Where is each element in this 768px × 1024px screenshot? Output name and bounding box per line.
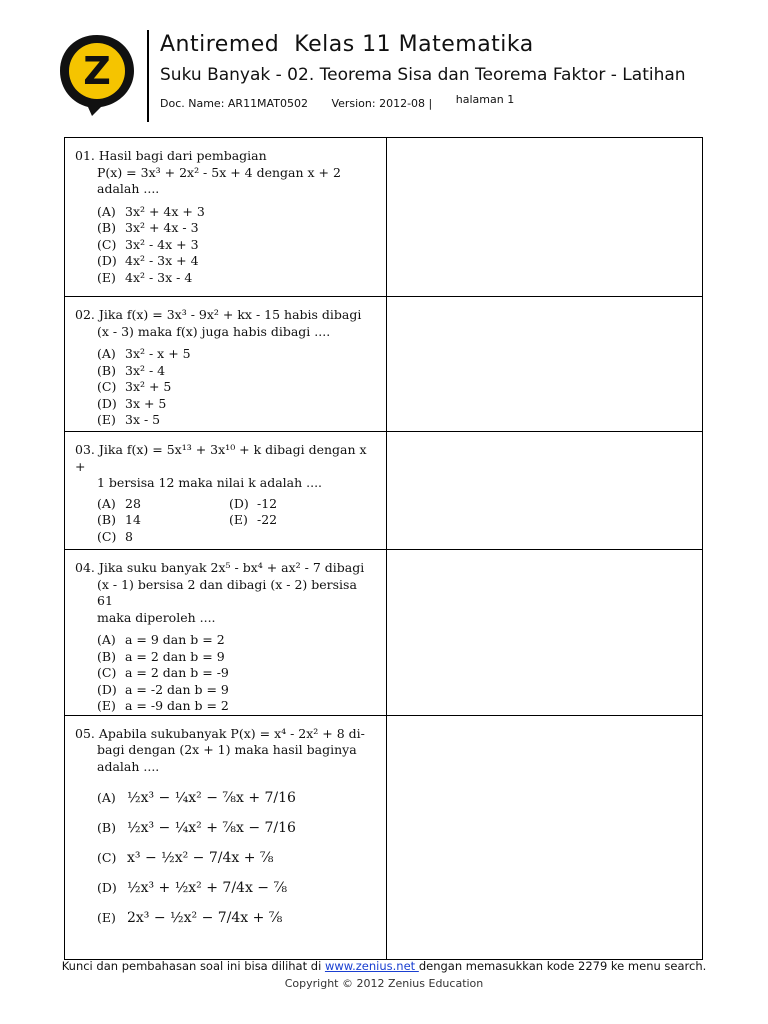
- question-line: (x - 3) maka f(x) juga habis dibagi ....: [97, 323, 331, 339]
- question-line: Hasil bagi dari pembagian: [98, 148, 267, 163]
- option-text: 8: [125, 528, 133, 544]
- option-text: 28: [125, 495, 141, 511]
- option-text: a = -2 dan b = 9: [125, 681, 229, 697]
- option: [97, 665, 376, 682]
- answer-cell[interactable]: [387, 138, 703, 297]
- zenius-link[interactable]: www.zenius.net: [324, 959, 419, 973]
- header-divider: [147, 30, 149, 122]
- option-label: (B): [97, 362, 116, 378]
- question-line: adalah ....: [97, 181, 160, 196]
- zenius-logo: [54, 31, 140, 117]
- doc-name: Doc. Name: AR11MAT0502: [160, 97, 308, 110]
- option-label: (E): [97, 269, 116, 285]
- option-text: x³ − ½x² − 7/4x + ⅞: [127, 849, 274, 866]
- doc-version: Version: 2012-08 |: [331, 97, 433, 110]
- question-number: 05.: [75, 725, 95, 741]
- option-text: ½x³ − ¼x² − ⅞x + 7/16: [127, 789, 296, 806]
- option: [97, 237, 376, 254]
- option: [97, 363, 376, 380]
- option-label: (A): [97, 495, 116, 511]
- document-subtitle: Suku Banyak - 02. Teorema Sisa dan Teorema Faktor - Latihan: [160, 65, 686, 85]
- document-title: Antiremed Kelas 11 Matematika: [160, 32, 534, 57]
- option-text: 3x + 5: [125, 395, 167, 411]
- option-label: (A): [97, 346, 116, 361]
- question-cell: [65, 715, 387, 959]
- page-number: halaman 1: [455, 93, 515, 106]
- question-line: bagi dengan (2x + 1) maka hasil baginya: [97, 742, 357, 757]
- option: [97, 512, 229, 529]
- option-text: 4x² - 3x + 4: [125, 253, 199, 268]
- question-table: [64, 137, 703, 960]
- option: [97, 783, 376, 813]
- question-number: 04.: [75, 560, 95, 575]
- question-row: [65, 432, 703, 550]
- question-text: [75, 148, 376, 198]
- question-line: Jika f(x) = 3x³ - 9x² + kx - 15 habis dibagi: [98, 307, 362, 322]
- footer-text: dengan memasukkan kode 2279 ke menu search.: [418, 959, 707, 973]
- question-cell: [65, 297, 387, 432]
- question-line: maka diperoleh ....: [97, 609, 216, 625]
- option-list: [75, 632, 376, 715]
- option-list: [75, 496, 376, 546]
- option-text: a = -9 dan b = 2: [125, 698, 229, 713]
- option-label: (B): [97, 220, 116, 235]
- option-label: (C): [97, 665, 117, 680]
- option-label: (E): [229, 512, 248, 527]
- question-row: [65, 550, 703, 716]
- option-text: 3x² - x + 5: [125, 346, 191, 361]
- option-label: (D): [97, 253, 117, 268]
- option-label: (A): [97, 789, 116, 805]
- question-cell: [65, 550, 387, 716]
- option-text: 4x² - 3x - 4: [125, 269, 193, 285]
- option: [97, 903, 376, 933]
- question-line: Jika suku banyak 2x⁵ - bx⁴ + ax² - 7 dibagi: [98, 560, 365, 575]
- question-line: 1 bersisa 12 maka nilai k adalah ....: [97, 475, 323, 490]
- option-label: (C): [97, 236, 117, 252]
- option: [97, 496, 229, 513]
- option: [229, 512, 379, 529]
- question-text: [75, 560, 376, 626]
- option-text: -12: [257, 495, 278, 511]
- option: [97, 682, 376, 699]
- question-line: adalah ....: [97, 758, 160, 774]
- answer-cell[interactable]: [387, 432, 703, 550]
- option-text: 2x³ − ½x² − 7/4x + ⅞: [127, 909, 283, 926]
- option: [97, 204, 376, 221]
- option-text: 3x² + 5: [125, 379, 172, 394]
- copyright: Copyright © 2012 Zenius Education: [284, 977, 484, 990]
- option-text: 3x² + 4x - 3: [125, 220, 199, 235]
- option-label: (C): [97, 849, 117, 865]
- option-label: (E): [97, 909, 116, 925]
- option-text: 3x² - 4: [125, 362, 166, 378]
- option-text: ½x³ + ½x² + 7/4x − ⅞: [127, 879, 288, 896]
- option-list: [75, 204, 376, 287]
- option-text: a = 2 dan b = -9: [125, 665, 229, 680]
- option: [97, 843, 376, 873]
- option: [97, 529, 229, 546]
- option: [97, 220, 376, 237]
- answer-cell[interactable]: [387, 715, 703, 959]
- option: [97, 649, 376, 666]
- option-text: -22: [257, 512, 278, 527]
- option-label: (C): [97, 379, 117, 394]
- answer-cell[interactable]: [387, 550, 703, 716]
- doc-info: [160, 93, 534, 110]
- question-row: [65, 715, 703, 959]
- option-label: (D): [97, 879, 117, 895]
- question-text: [75, 726, 376, 776]
- question-cell: [65, 432, 387, 550]
- question-line: Jika f(x) = 5x¹³ + 3x¹⁰ + k dibagi dengan x +: [75, 442, 367, 474]
- option: [229, 496, 379, 513]
- option-text: a = 2 dan b = 9: [125, 648, 225, 664]
- question-text: [75, 307, 376, 340]
- option: [97, 270, 376, 287]
- question-number: 02.: [75, 307, 95, 322]
- question-cell: [65, 138, 387, 297]
- answer-cell[interactable]: [387, 297, 703, 432]
- question-text: [75, 442, 376, 492]
- option-list: [75, 346, 376, 429]
- option-label: (B): [97, 512, 116, 527]
- question-number: 01.: [75, 148, 95, 163]
- question-line: Apabila sukubanyak P(x) = x⁴ - 2x² + 8 di-: [98, 725, 365, 741]
- question-number: 03.: [75, 442, 95, 457]
- option-label: (B): [97, 648, 116, 664]
- option-text: 3x - 5: [125, 412, 161, 427]
- question-row: [65, 297, 703, 432]
- option-text: 3x² + 4x + 3: [125, 203, 205, 219]
- question-row: [65, 138, 703, 297]
- footer-text: Kunci dan pembahasan soal ini bisa dilihat di: [61, 959, 325, 973]
- option-label: (D): [97, 395, 117, 411]
- option-text: 3x² - 4x + 3: [125, 236, 199, 252]
- option: [97, 632, 376, 649]
- option-label: (D): [97, 681, 117, 697]
- option-label: (E): [97, 698, 116, 713]
- option-label: (E): [97, 412, 116, 427]
- option-list: [75, 783, 376, 933]
- option: [97, 412, 376, 429]
- option-label: (A): [97, 203, 116, 219]
- option: [97, 346, 376, 363]
- option-label: (C): [97, 528, 117, 544]
- option: [97, 379, 376, 396]
- option-text: a = 9 dan b = 2: [125, 632, 225, 647]
- option-text: 14: [125, 512, 141, 527]
- option: [97, 698, 376, 715]
- option-text: ½x³ − ¼x² + ⅞x − 7/16: [127, 819, 296, 836]
- option: [97, 253, 376, 270]
- option: [97, 396, 376, 413]
- footer-note: [0, 959, 768, 973]
- option: [97, 873, 376, 903]
- question-line: (x - 1) bersisa 2 dan dibagi (x - 2) bersisa 61: [97, 576, 357, 608]
- option-label: (B): [97, 819, 116, 835]
- option: [97, 813, 376, 843]
- question-line: P(x) = 3x³ + 2x² - 5x + 4 dengan x + 2: [97, 164, 341, 180]
- option-label: (A): [97, 632, 116, 647]
- option-label: (D): [229, 495, 249, 511]
- logo-letter: Z: [83, 49, 111, 93]
